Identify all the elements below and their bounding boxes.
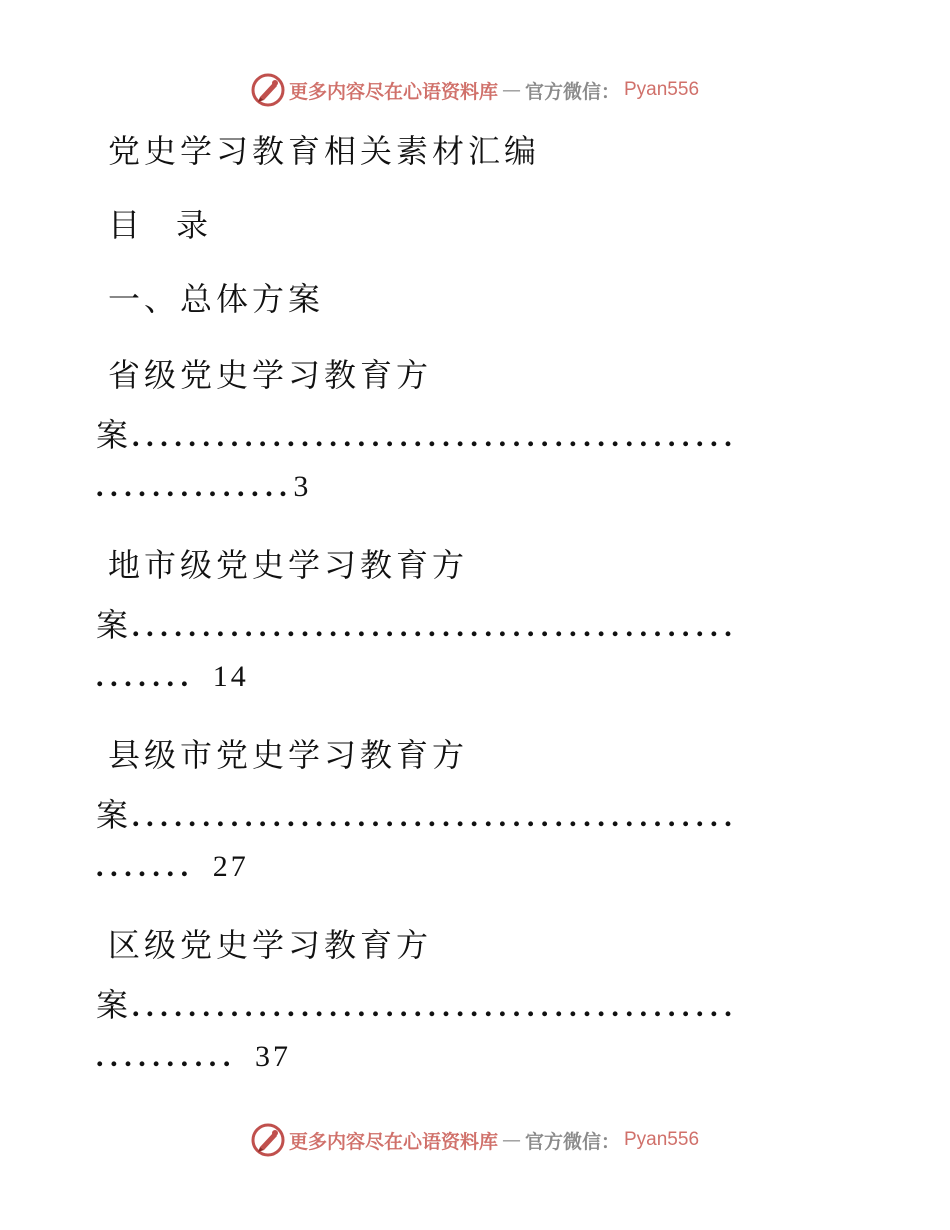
- section-heading: 一、总体方案: [108, 280, 325, 318]
- banner-dash: —: [501, 1129, 521, 1151]
- pen-logo-icon: [251, 1123, 285, 1157]
- banner-site-name: 更多内容尽在心语资料库: [288, 1130, 498, 1153]
- toc-entry-leader: 案...........................................: [96, 416, 739, 454]
- toc-entry-page: 37: [255, 1040, 291, 1073]
- toc-entry-page: 14: [212, 660, 249, 693]
- toc-entry-title: 省级党史学习教育方: [108, 356, 433, 394]
- banner-wechat-label: 官方微信：: [524, 1130, 620, 1153]
- toc-entry-title: 县级市党史学习教育方: [108, 736, 469, 774]
- footer-banner: [0, 1120, 950, 1160]
- pen-logo-icon: [251, 73, 285, 107]
- toc-entry-leader-cont: ..............3: [96, 470, 312, 503]
- toc-entry-title: 地市级党史学习教育方: [108, 546, 469, 584]
- banner-wechat-id: Pyan556: [624, 79, 700, 100]
- banner-dash: —: [501, 79, 521, 101]
- toc-entry-leader-cont: ....... 27: [96, 850, 249, 883]
- banner-site-name: 更多内容尽在心语资料库: [288, 80, 498, 103]
- toc-entry-leader: 案...........................................: [96, 986, 739, 1024]
- banner-wechat-id: Pyan556: [624, 1129, 700, 1150]
- toc-entry-page: 27: [212, 850, 249, 883]
- toc-entry-leader: 案...........................................: [96, 606, 739, 644]
- toc-entry-leader-cont: ....... 14: [96, 660, 249, 693]
- toc-entry-title: 区级党史学习教育方: [108, 926, 433, 964]
- toc-entry-page: 3: [293, 470, 312, 503]
- toc-entry-leader: 案...........................................: [96, 796, 739, 834]
- toc-heading: 目 录: [108, 206, 211, 244]
- toc-entry-leader-cont: .......... 37: [96, 1040, 291, 1073]
- document-title: 党史学习教育相关素材汇编: [108, 132, 541, 170]
- header-banner: [0, 70, 950, 110]
- banner-wechat-label: 官方微信：: [524, 80, 620, 103]
